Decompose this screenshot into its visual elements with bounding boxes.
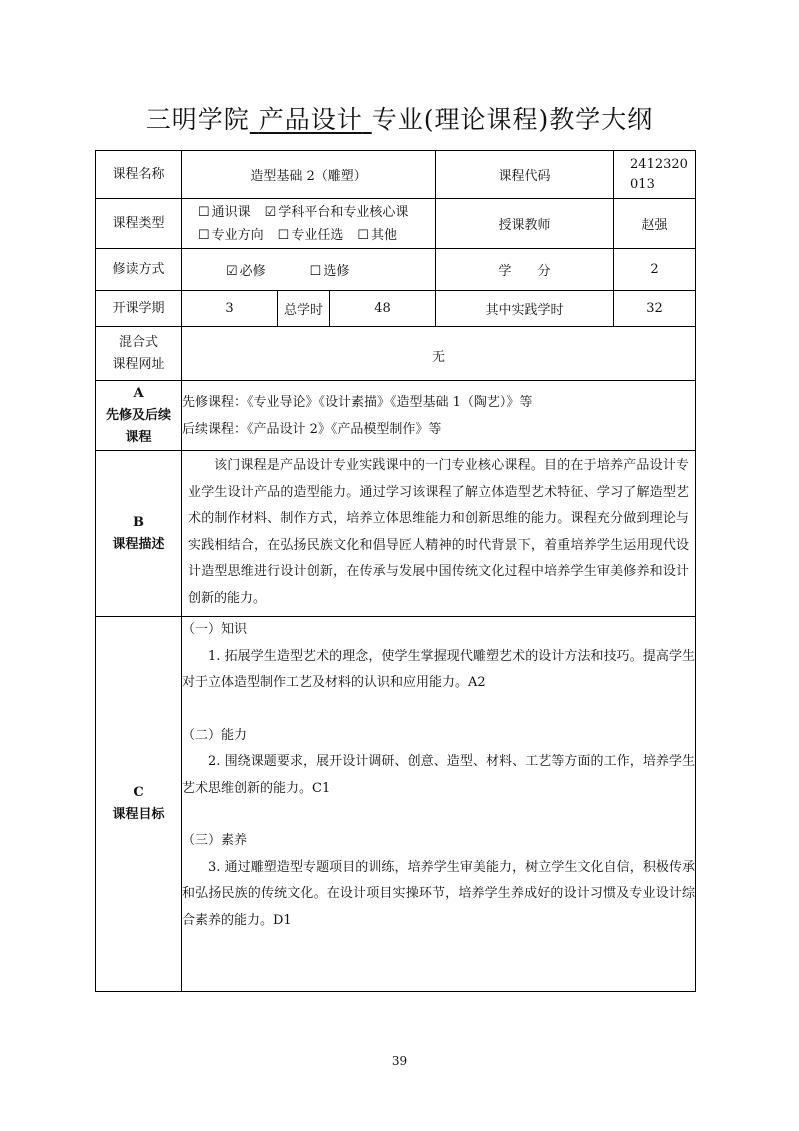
- course-description: 该门课程是产品设计专业实践课中的一门专业核心课程。目的在于培养产品设计专业学生设计产品的造型能力。通过学习该课程了解立体造型艺术特征、学习了解造型艺术的制作材料、制作方式，培养立体思维能力和创新思维的能力。课程充分做到理论与实践相结合，在弘扬民族文化和倡导匠人精神的时代背景下，着重培养学生运用现代设计造型思维进行设计创新，在传承与发展中国传统文化过程中培养学生审美修养和设计创新的能力。: [188, 458, 690, 606]
- section-a-row: [96, 381, 696, 451]
- course-type-line1: [198, 201, 435, 224]
- section-a-letter: A: [133, 385, 144, 401]
- course-type-label: 课程类型: [96, 199, 182, 249]
- section-b-content: [182, 451, 696, 617]
- option-general[interactable]: ☐ 通识课: [198, 201, 251, 224]
- option-required[interactable]: ☑ 必修: [226, 264, 266, 279]
- section-c-name: 课程目标: [112, 807, 165, 822]
- prereq-courses: 先修课程：《专业导论》《设计素描》《造型基础 1（陶艺）》等: [182, 394, 533, 410]
- checkbox-checked-icon: ☑: [264, 204, 277, 220]
- study-mode-options: [182, 249, 436, 291]
- checkbox-unchecked-icon: ☐: [198, 204, 210, 220]
- checkbox-checked-icon: ☑: [226, 264, 238, 279]
- section-b-label: [96, 451, 182, 617]
- semester-label: 开课学期: [96, 291, 182, 327]
- practice-hours-value: 32: [614, 291, 696, 327]
- document-title: [0, 100, 799, 136]
- hybrid-url-label: 混合式 课程网址: [96, 327, 182, 381]
- checkbox-unchecked-icon: ☐: [198, 227, 210, 243]
- total-hours-value: 48: [330, 291, 436, 327]
- title-suffix: 专业(理论课程)教学大纲: [371, 105, 654, 134]
- total-hours-label: 总学时: [278, 291, 330, 327]
- course-name-label: 课程名称: [96, 151, 182, 199]
- option-optional[interactable]: ☐ 选修: [309, 264, 350, 279]
- goal-knowledge-heading: （一）知识: [182, 622, 248, 637]
- course-code-value: 2412320013: [614, 151, 696, 199]
- row-hybrid-url: [96, 327, 696, 381]
- followup-courses: 后续课程：《产品设计 2》《产品模型制作》等: [182, 421, 442, 437]
- credit-value: 2: [614, 249, 696, 291]
- goal-knowledge-text: 1. 拓展学生造型艺术的理念，使学生掌握现代雕塑艺术的设计方法和技巧。提高学生对于立体造型制作工艺及材料的认识和应用能力。A2: [182, 648, 696, 690]
- row-course-type: [96, 199, 696, 249]
- section-a-name-line2: 课程: [125, 429, 152, 445]
- section-b-row: [96, 451, 696, 617]
- checkbox-unchecked-icon: ☐: [309, 264, 322, 279]
- course-code-label: 课程代码: [436, 151, 614, 199]
- semester-value: 3: [182, 291, 278, 327]
- checkbox-unchecked-icon: ☐: [357, 227, 369, 243]
- title-major: 产品设计: [258, 105, 363, 134]
- syllabus-table: [95, 150, 696, 992]
- checkbox-unchecked-icon: ☐: [277, 227, 290, 243]
- goal-literacy-text: 3. 通过雕塑造型专题项目的训练，培养学生审美能力，树立学生文化自信，积极传承和弘扬民族的传统文化。在设计项目实操环节，培养学生养成好的设计习惯及专业设计综合素养的能力。D1: [182, 859, 696, 928]
- section-c-row: [96, 617, 696, 992]
- section-c-letter: C: [133, 785, 144, 800]
- option-core[interactable]: ☑ 学科平台和专业核心课: [265, 201, 409, 224]
- section-a-name-line1: 先修及后续: [105, 407, 171, 423]
- goal-ability-heading: （二）能力: [182, 727, 248, 743]
- course-name-value: 造型基础 2（雕塑）: [182, 151, 436, 199]
- section-b-name: 课程描述: [112, 536, 165, 552]
- page-number: 39: [391, 1054, 408, 1068]
- section-b-letter: B: [133, 514, 144, 530]
- row-course-name: [96, 151, 696, 199]
- option-other[interactable]: ☐ 其他: [357, 224, 397, 247]
- course-type-options: [182, 199, 436, 249]
- hybrid-url-value: 无: [182, 327, 696, 381]
- goal-literacy-heading: （三）素养: [182, 833, 248, 848]
- row-study-mode: [96, 249, 696, 291]
- title-school: 三明学院: [145, 105, 250, 134]
- study-mode-label: 修读方式: [96, 249, 182, 291]
- section-a-label: [96, 381, 182, 451]
- teacher-value: 赵强: [614, 199, 696, 249]
- goal-ability-text: 2. 围绕课题要求，展开设计调研、创意、造型、材料、工艺等方面的工作，培养学生艺术思维创新的能力。C1: [182, 754, 696, 796]
- section-c-label: [96, 617, 182, 992]
- section-c-content: [182, 617, 696, 992]
- course-type-line2: [198, 224, 435, 247]
- row-semester: [96, 291, 696, 327]
- option-elective[interactable]: ☐ 专业任选: [278, 224, 344, 247]
- section-a-content: [182, 381, 696, 451]
- practice-hours-label: 其中实践学时: [436, 291, 614, 327]
- teacher-label: 授课教师: [436, 199, 614, 249]
- credit-label: 学 分: [436, 249, 614, 291]
- option-direction[interactable]: ☐ 专业方向: [198, 224, 264, 247]
